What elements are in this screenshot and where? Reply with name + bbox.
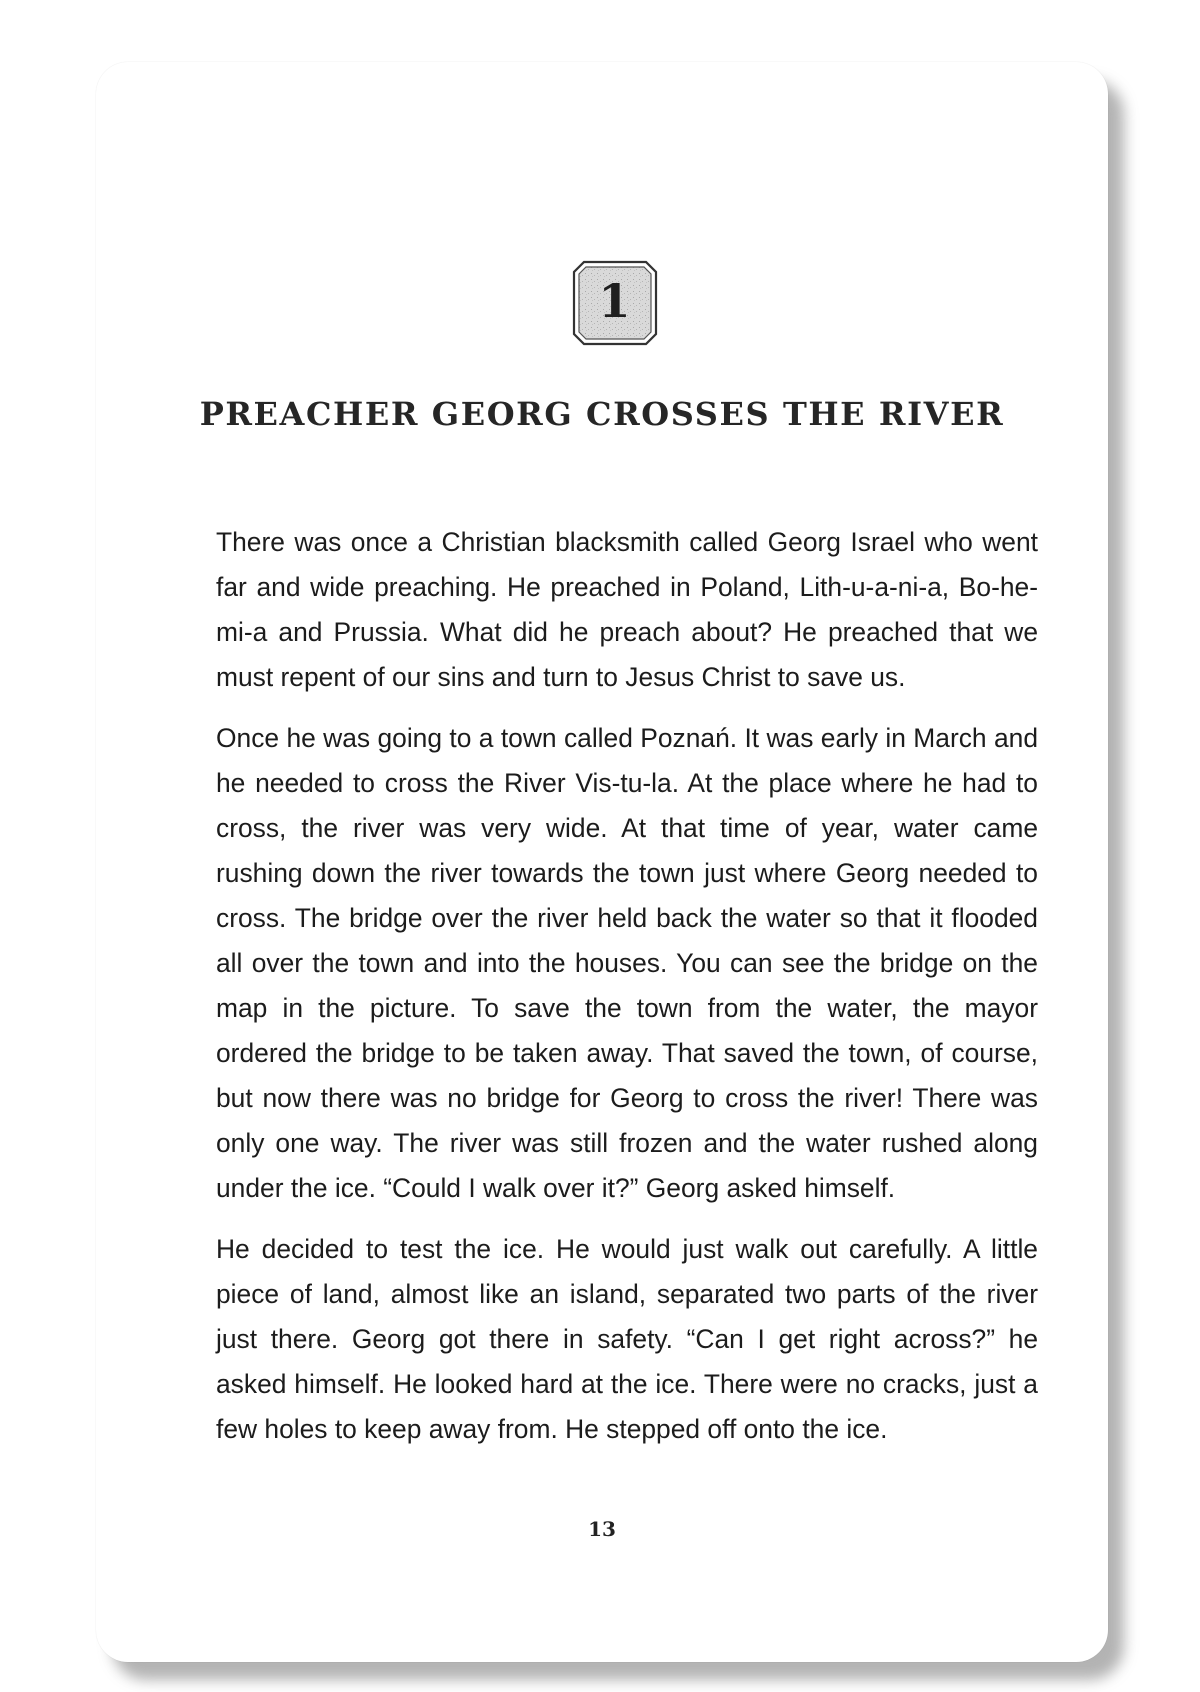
paragraph-1: There was once a Christian blacksmith called Georg Israel who went far and wide preaching. He preached in Poland, Lith-u-a-ni-a, Bo-he-mi-a and Prussia. What did he preach about? He preached that we must repent of our sins and turn to Jesus Christ to save us. xyxy=(216,527,1038,692)
book-page xyxy=(96,62,1108,1662)
chapter-title: PREACHER GEORG CROSSES THE RIVER xyxy=(199,395,1005,433)
chapter-number: 1 xyxy=(598,274,632,328)
chapter-badge xyxy=(572,260,658,346)
paragraph-3: He decided to test the ice. He would just walk out carefully. A little piece of land, almost like an island, separated two parts of the river just there. Georg got there in safety. “Can I get right across?” he asked himself. He looked hard at the ice. There were no cracks, just a few holes to keep away from. He stepped off onto the ice. xyxy=(216,1234,1038,1444)
chapter-body xyxy=(216,520,1038,1468)
paragraph-2: Once he was going to a town called Poznań. It was early in March and he needed to cross the River Vis-tu-la. At the place where he had to cross, the river was very wide. At that time of year, water came rushing down the river towards the town just where Georg needed to cross. The bridge over the river held back the water so that it flooded all over the town and into the houses. You can see the bridge on the map in the picture. To save the town from the water, the mayor ordered the bridge to be taken away. That saved the town, of course, but now there was no bridge for Georg to cross the river! There was only one way. The river was still frozen and the water rushed along under the ice. “Could I walk over it?” Georg asked himself. xyxy=(216,723,1038,1203)
page-number: 13 xyxy=(588,1517,616,1541)
